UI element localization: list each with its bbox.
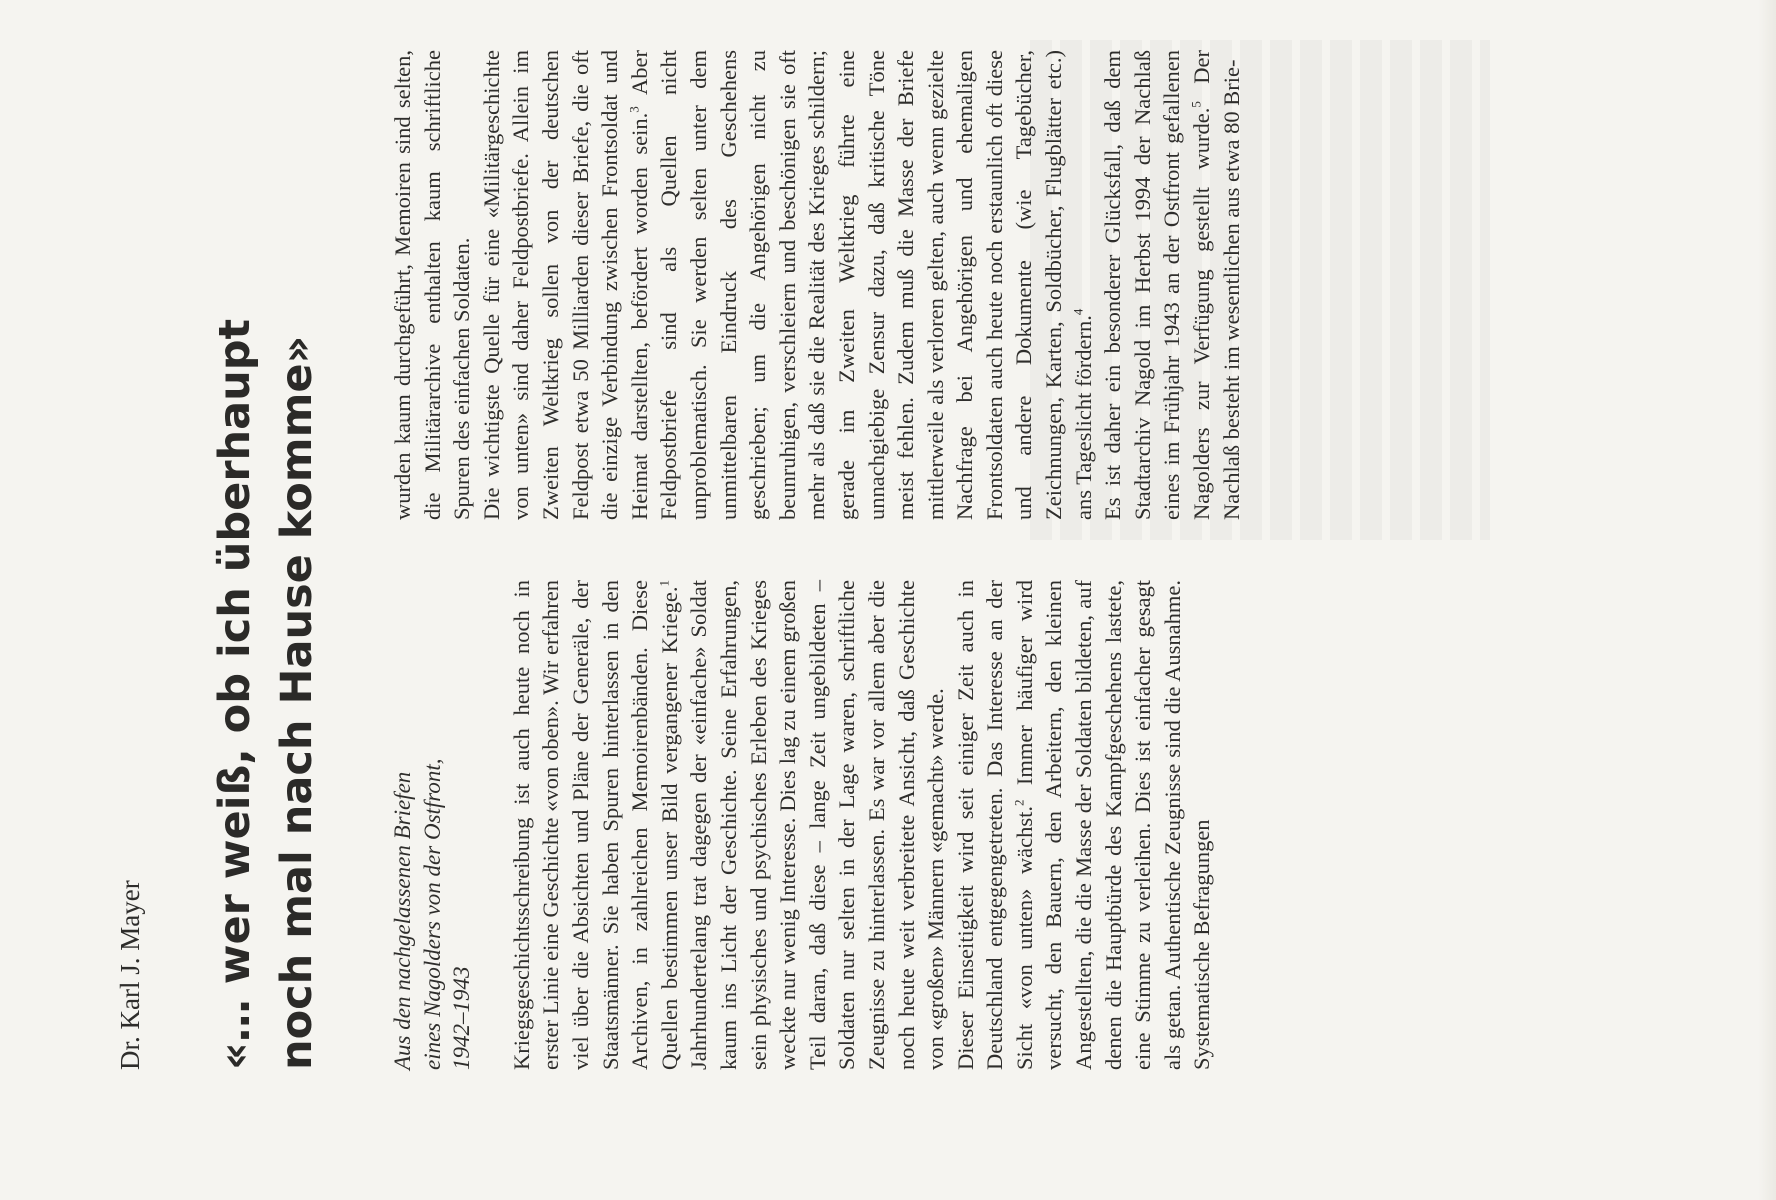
title-line-2: noch mal nach Hause komme»: [272, 335, 322, 1070]
footnote-ref: 5: [1188, 101, 1204, 108]
paragraph-text: Die wichtigste Quelle für eine «Militärgeschichte von unten» sind daher Feldpostbriefe. Allein im Zweiten Weltkrieg sollen von der deutschen Feldpost etwa 50 Milliarden dieser Briefe, die oft die einzige Verbindung zwischen Frontsoldat und Heimat darstellten, befördert worden sein.: [478, 50, 652, 520]
footnote-ref: 3: [626, 106, 642, 113]
column-right: [388, 50, 1246, 520]
subtitle-line-2: eines Nagolders von der Ostfront,: [419, 758, 445, 1070]
article-title: [204, 40, 328, 1080]
title-line-1: «… wer weiß, ob ich überhaupt: [210, 318, 260, 1070]
body-columns: [388, 40, 1244, 1080]
page-edge: [1758, 0, 1776, 1200]
subtitle-line-3: 1942–1943: [449, 966, 475, 1070]
paragraph-text: Es ist daher ein besonderer Glücksfall, daß dem Stadtarchiv Nagold im Herbst 1994 der Nachlaß eines im Frühjahr 1943 an der Ostfront gefallenen Nagolders zur Verfügung gestellt wurde.: [1100, 50, 1215, 520]
paragraph-text: Immer häufiger wird versucht, den Bauern, den Arbeitern, den kleinen Angestellten, die die Masse der Soldaten bildeten, auf denen die Hauptbürde des Kampfgeschehens lastete, eine Stimme zu verleihen. Dies ist einfacher gesagt als getan. Authentische Zeugnisse sind die Ausnahme. Systematische Befragungen: [1011, 580, 1215, 1070]
footnote-ref: 4: [1070, 308, 1086, 316]
paragraph-text: Dieser Einseitigkeit wird seit einiger Zeit auch in Deutschland entgegengetreten. Das Interesse an der Sicht «von unten» wächst.: [952, 580, 1037, 1070]
paragraph: [507, 580, 951, 1070]
paragraph: [951, 580, 1217, 1070]
paragraph-text: Jahrhundertelang trat dagegen der «einfache» Soldat kaum ins Licht der Geschichte. Seine Erfahrungen, sein physisches und psychisches Erleben des Krieges weckte nur wenig Interesse. Dies lag zu einem großen Teil daran, daß diese – lange Zeit ungebildeten – Soldaten nur selten in der Lage waren, schriftliche Zeugnisse zu hinterlassen. Es war vor allem aber die noch heute weit verbreitete Ansicht, daß Geschichte von «großen» Männern «gemacht» werde.: [686, 580, 949, 1070]
paragraph-text: Aber Feldpostbriefe sind als Quellen nicht unproblematisch. Sie werden selten unter dem unmittelbaren Eindruck des Geschehens geschrieben; um die Angehörigen nicht zu beunruhigen, verschleiern und beschönigen sie oft mehr als daß sie die Realität des Krieges schildern; gerade im Zweiten Weltkrieg führte eine unnachgiebige Zensur dazu, daß kritische Töne meist fehlen. Zudem muß die Masse der Briefe mittlerweile als verloren gelten, auch wenn gezielte Nachfrage bei Angehörigen und ehemaligen Frontsoldaten auch heute noch erstaunlich oft diese und andere Dokumente (wie Tagebücher, Zeichnungen, Karten, Soldbücher, Flugblätter etc.) ans Tageslicht fördern.: [626, 50, 1096, 520]
author: Dr. Karl J. Mayer: [115, 880, 145, 1070]
footnote-ref: 1: [656, 580, 672, 587]
column-left: [388, 580, 1217, 1070]
subtitle: [388, 580, 477, 1070]
rotated-article: [110, 40, 1244, 1080]
footnote-ref: 2: [1011, 799, 1027, 807]
paragraph-text: Der Nachlaß besteht im wesentlichen aus etwa 80 Brie-: [1189, 49, 1244, 520]
paragraph: [477, 50, 1098, 520]
paragraph-text: Kriegsgeschichtsschreibung ist auch heute noch in erster Linie eine Geschichte «von oben». Wir erfahren viel über die Absichten und Pläne der Generäle, der Staatsmänner. Sie haben Spuren hinterlassen in den Archiven, in zahlreichen Memoirenbänden. Diese Quellen bestimmen unser Bild vergangener Kriege.: [508, 580, 682, 1070]
paragraph: [1098, 50, 1246, 520]
subtitle-line-1: Aus den nachgelassenen Briefen: [390, 771, 415, 1070]
paragraph: wurden kaum durchgeführt, Memoiren sind selten, die Militärarchive enthalten kaum schriftliche Spuren des einfachen Soldaten.: [390, 50, 475, 520]
